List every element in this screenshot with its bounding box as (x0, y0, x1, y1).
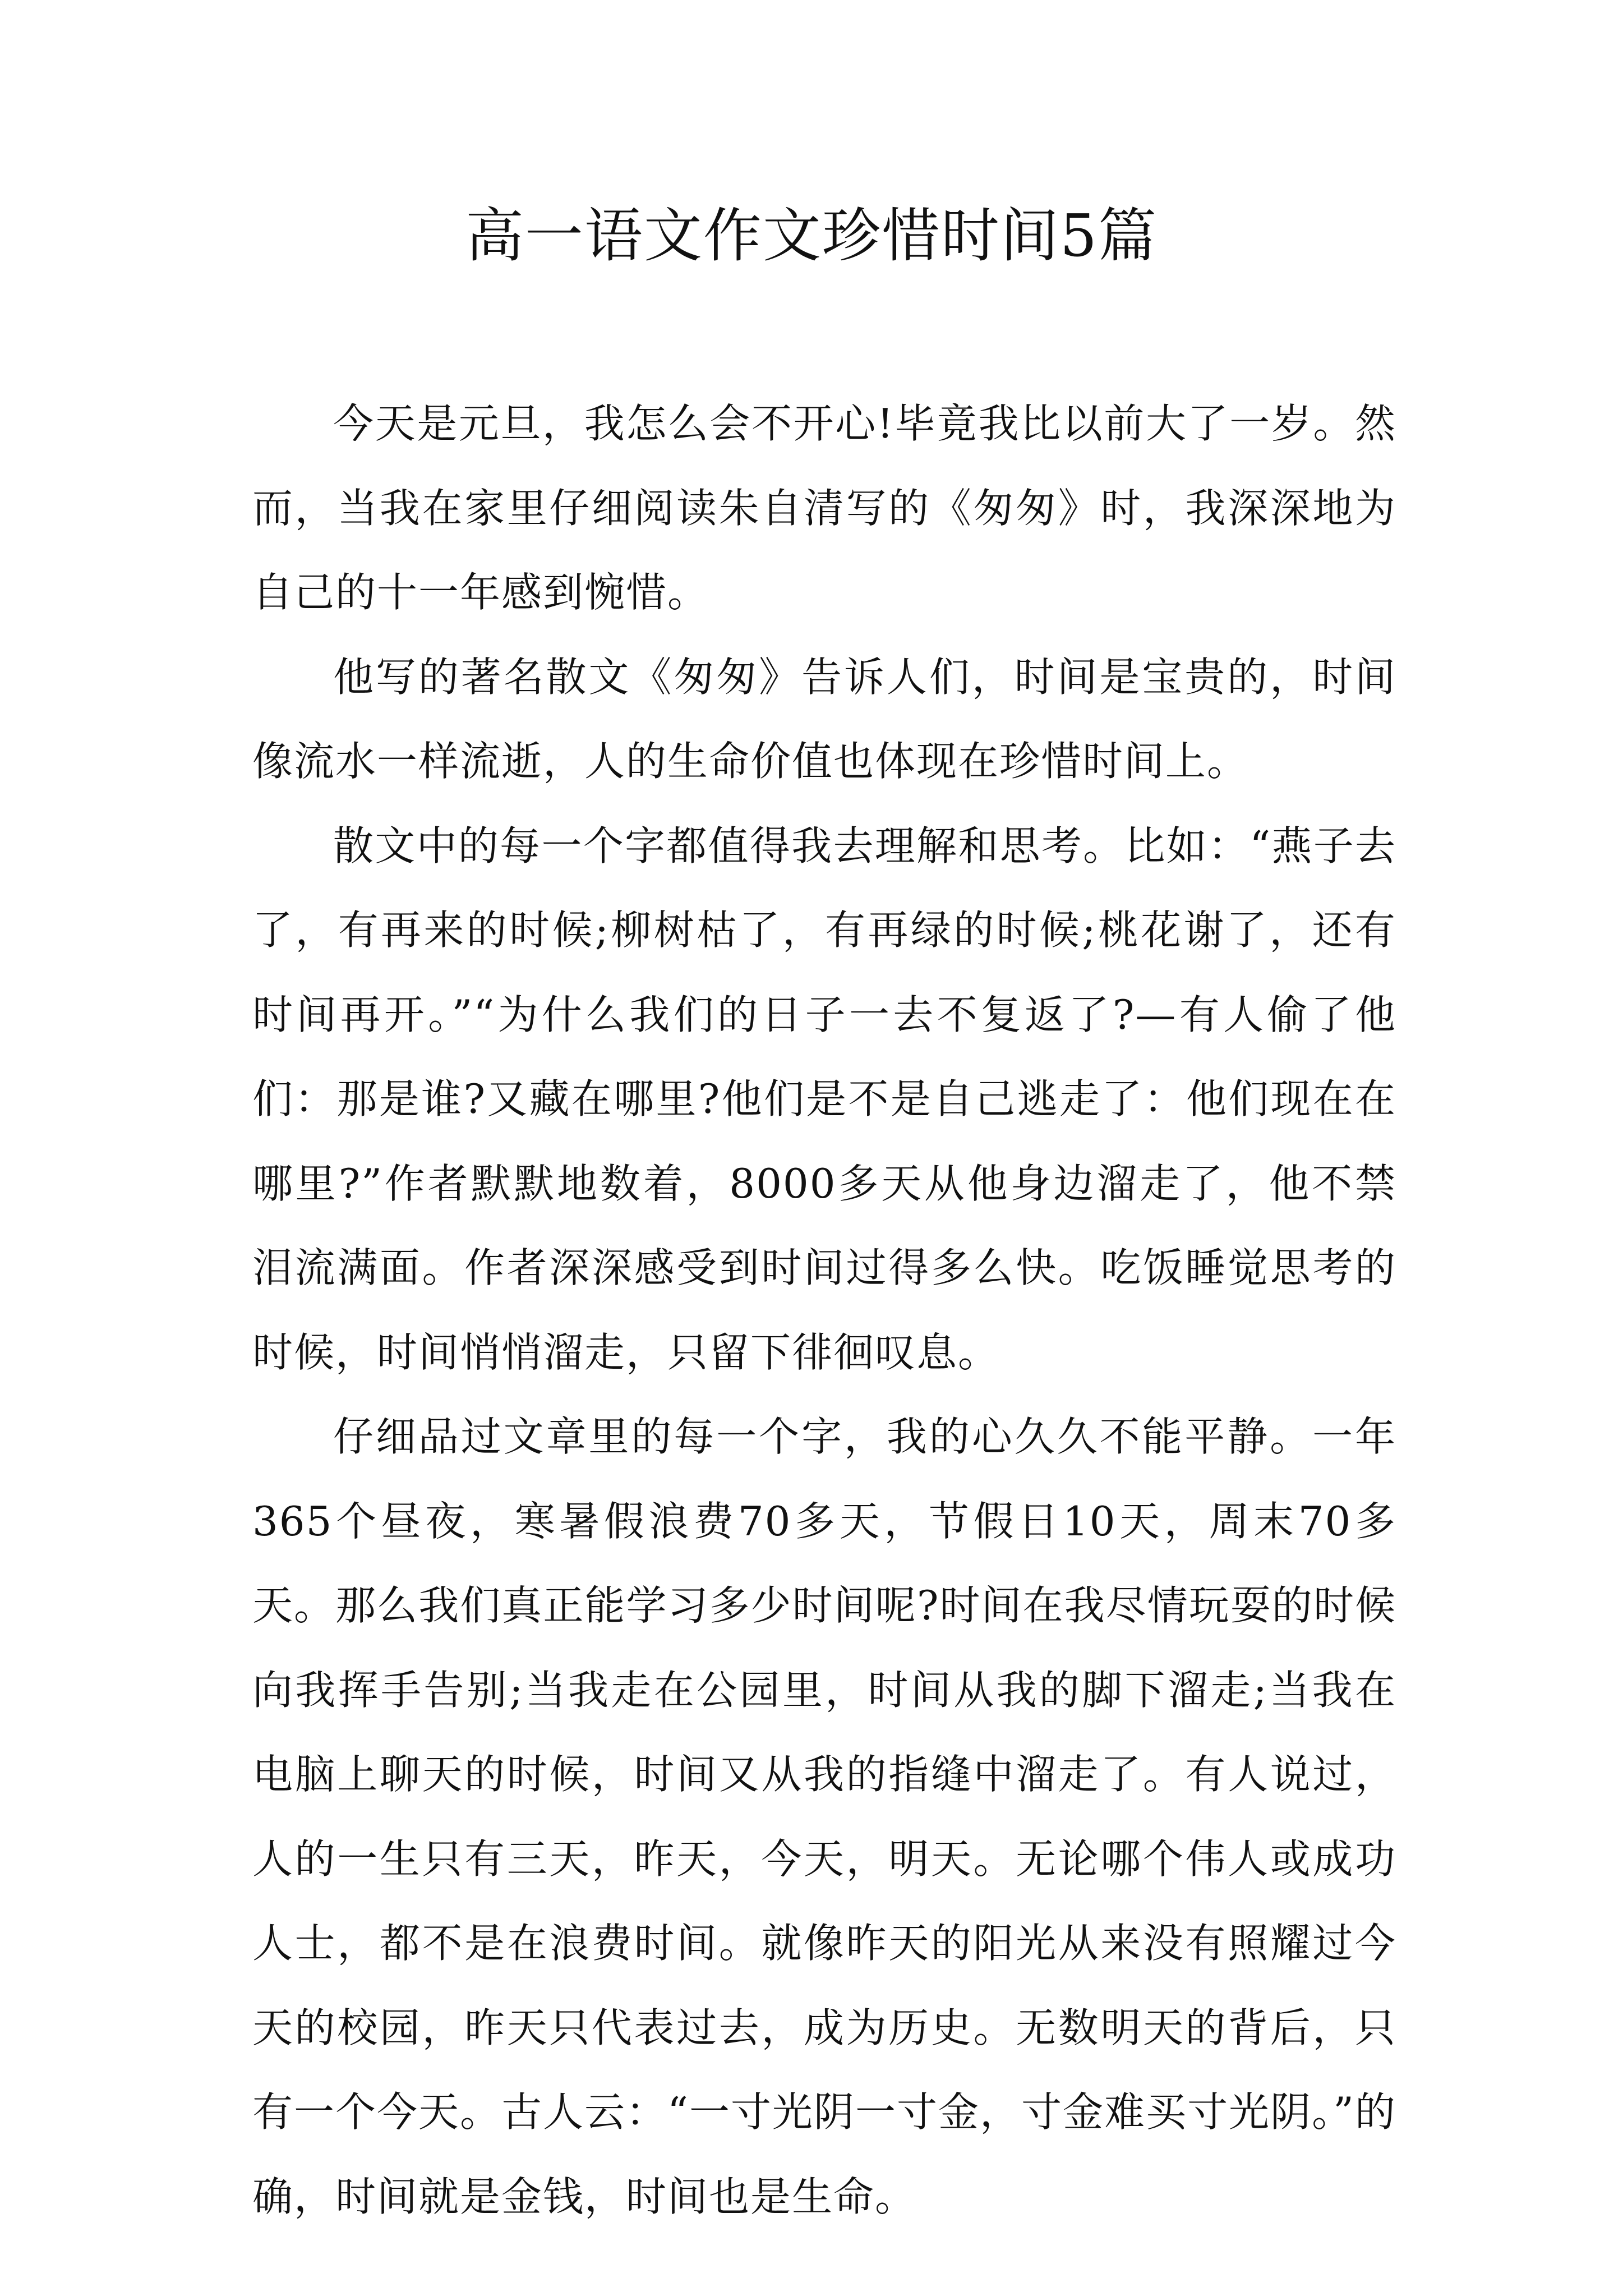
paragraph-2: 他写的著名散文《匆匆》告诉人们，时间是宝贵的，时间像流水一样流逝，人的生命价值也体现在珍惜时间上。 (252, 653, 1396, 785)
document-body (252, 381, 1396, 2239)
paragraph-4: 仔细品过文章里的每一个字，我的心久久不能平静。一年365个昼夜，寒暑假浪费70多天，节假日10天，周末70多天。那么我们真正能学习多少时间呢?时间在我尽情玩耍的时候向我挥手告别;当我走在公园里，时间从我的脚下溜走;当我在电脑上聊天的时候，时间又从我的指缝中溜走了。有人说过，人的一生只有三天，昨天，今天，明天。无论哪个伟人或成功人士，都不是在浪费时间。就像昨天的阳光从来没有照耀过今天的校园，昨天只代表过去，成为历史。无数明天的背后，只有一个今天。古人云：“一寸光阴一寸金，寸金难买寸光阴。”的确，时间就是金钱，时间也是生命。 (252, 1413, 1396, 2220)
document-title: 高一语文作文珍惜时间5篇 (465, 201, 1158, 270)
paragraph-1: 今天是元旦，我怎么会不开心!毕竟我比以前大了一岁。然而，当我在家里仔细阅读朱自清写的《匆匆》时，我深深地为自己的十一年感到惋惜。 (252, 400, 1396, 616)
paragraph-3: 散文中的每一个字都值得我去理解和思考。比如：“燕子去了，有再来的时候;柳树枯了，有再绿的时候;桃花谢了，还有时间再开。”“为什么我们的日子一去不复返了?—有人偷了他们：那是谁?又藏在哪里?他们是不是自己逃走了：他们现在在哪里?”作者默默地数着，8000多天从他身边溜走了，他不禁泪流满面。作者深深感受到时间过得多么快。吃饭睡觉思考的时候，时间悄悄溜走，只留下徘徊叹息。 (252, 822, 1396, 1376)
